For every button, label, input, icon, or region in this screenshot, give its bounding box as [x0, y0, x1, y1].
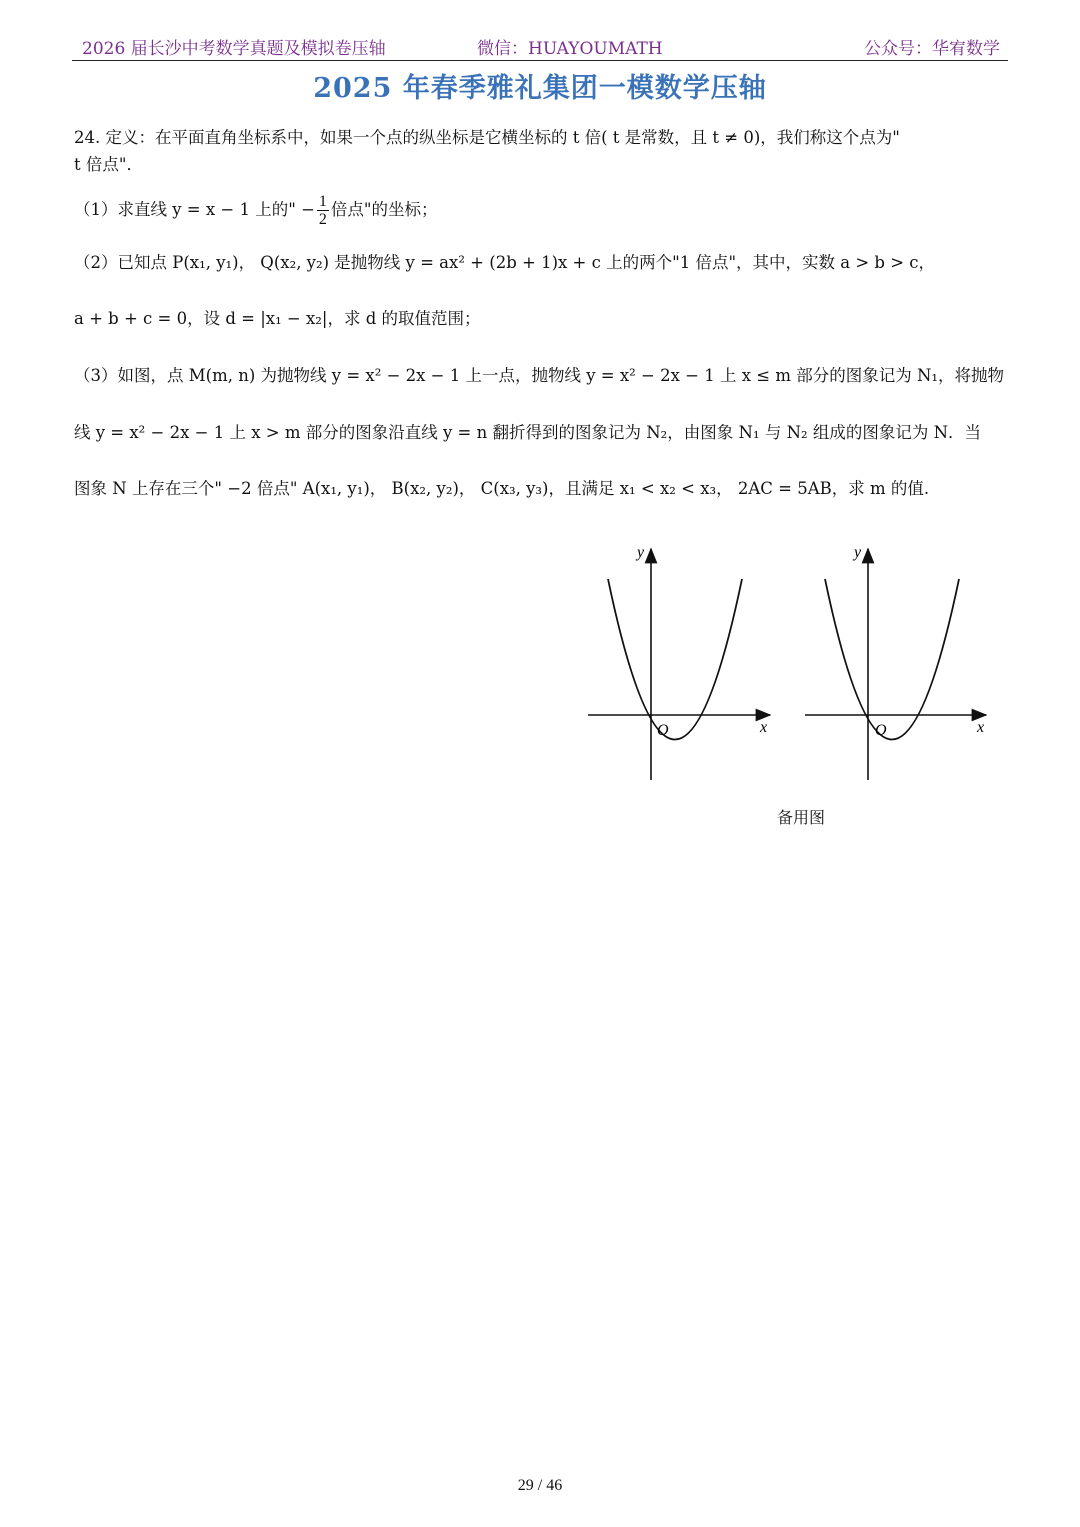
origin-label: O — [657, 722, 669, 739]
definition-line-1 — [74, 126, 900, 150]
page-title: 2025 年春季雅礼集团一模数学压轴 — [313, 73, 767, 104]
x-axis-label: x — [977, 719, 985, 736]
part-3-line-2: 线 y = x² − 2x − 1 上 x > m 部分的图象沿直线 y = n 翻折得到的图象记为 N₂，由图象 N₁ 与 N₂ 组成的图象记为 N．当 — [74, 423, 982, 442]
fraction-numerator: 1 — [318, 193, 327, 210]
definition-text: 定义：在平面直角坐标系中，如果一个点的纵坐标是它横坐标的 t 倍( t 是常数，且 t ≠ 0)，我们称这个点为" — [105, 128, 900, 147]
part-2-line-1: （2）已知点 P(x₁, y₁)， Q(x₂, y₂) 是抛物线 y = ax² + (2b + 1)x + c 上的两个"1 倍点"，其中，实数 a > b > c， — [74, 253, 936, 272]
page-header — [72, 30, 1008, 61]
fraction-denominator: 2 — [318, 211, 327, 228]
figure-left — [588, 544, 770, 780]
part-2-line-2: a + b + c = 0，设 d = |x₁ − x₂|，求 d 的取值范围； — [74, 309, 481, 328]
fraction-one-half — [317, 193, 329, 228]
figure-right — [805, 544, 986, 780]
figure-caption: 备用图 — [777, 808, 826, 827]
header-wechat: 微信：HUAYOUMATH — [477, 39, 663, 59]
page-number: 29 / 46 — [517, 1477, 563, 1494]
header-series-title: 2026 届长沙中考数学真题及模拟卷压轴 — [82, 39, 386, 59]
backup-figures — [580, 535, 1000, 795]
part-3-line-3: 图象 N 上存在三个" −2 倍点" A(x₁, y₁)， B(x₂, y₂)， C(x₃, y₃)，且满足 x₁ < x₂ < x₃， 2AC = 5AB，求 m 的值. — [74, 479, 930, 498]
part-1 — [74, 193, 438, 228]
y-axis-label: y — [854, 544, 862, 561]
problem-number: 24. — [74, 128, 101, 147]
y-axis-label: y — [637, 544, 645, 561]
definition-line-2: t 倍点"． — [74, 155, 143, 174]
header-official-account: 公众号：华宥数学 — [864, 39, 1000, 59]
part-3-line-1: （3）如图，点 M(m, n) 为抛物线 y = x² − 2x − 1 上一点，抛物线 y = x² − 2x − 1 上 x ≤ m 部分的图象记为 N₁，将抛物 — [74, 366, 1005, 385]
origin-label: O — [875, 722, 887, 739]
part-1-prefix: （1）求直线 y = x − 1 上的" − — [74, 200, 315, 219]
x-axis-label: x — [760, 719, 768, 736]
part-1-suffix: 倍点"的坐标； — [330, 200, 438, 219]
